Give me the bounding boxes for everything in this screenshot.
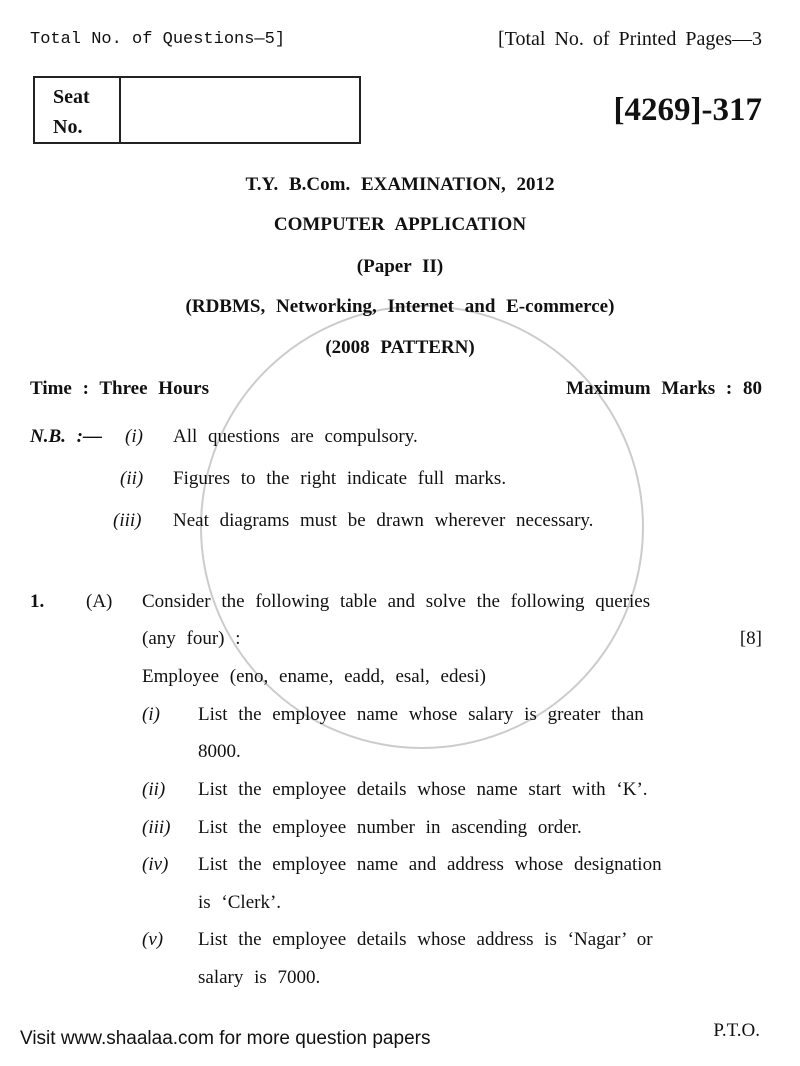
subject-title: COMPUTER APPLICATION [273,214,527,235]
footer-visit-link[interactable]: Visit www.shaalaa.com for more question papers [20,1028,431,1049]
query-item: List the employee name and address whose designation [198,854,662,875]
query-item: List the employee details whose name start with ‘K’. [198,779,648,800]
query-item: List the employee details whose address is ‘Nagar’ or [198,929,653,950]
seat-number-box [33,76,361,144]
paper-topics: (RDBMS, Networking, Internet and E-commerce) [185,296,615,317]
nb-item: All questions are compulsory. [173,426,418,447]
table-schema: Employee (eno, ename, eadd, esal, edesi) [142,666,486,687]
question-line: (any four) : [142,628,241,649]
time: Time : Three Hours [30,378,209,399]
question-part: (A) [86,591,113,612]
pattern: (2008 PATTERN) [325,337,475,358]
pto: P.T.O. [713,1020,760,1041]
item-num: (v) [142,929,164,950]
nb-num: (i) [125,426,143,447]
item-num: (ii) [142,779,166,800]
nb-item: Figures to the right indicate full marks. [173,468,507,489]
question-line: Consider the following table and solve the following queries [142,591,651,612]
total-questions: Total No. of Questions—5] [30,30,286,49]
item-num: (iii) [142,817,171,838]
max-marks: Maximum Marks : 80 [566,378,762,399]
item-num: (i) [142,704,160,725]
query-item: is ‘Clerk’. [198,892,282,913]
question-number: 1. [30,591,45,612]
exam-title: T.Y. B.Com. EXAMINATION, 2012 [245,174,555,195]
query-item: List the employee number in ascending order. [198,817,582,838]
query-item: List the employee name whose salary is greater than [198,704,644,725]
nb-num: (ii) [120,468,144,489]
paper-code: [4269]-317 [613,92,762,128]
nb-item: Neat diagrams must be drawn wherever necessary. [173,510,594,531]
query-item: salary is 7000. [198,967,321,988]
item-num: (iv) [142,854,169,875]
paper-number: (Paper II) [356,256,444,277]
seat-label-line2: No. [53,116,83,138]
seat-label-line1: Seat [53,86,90,108]
nb-num: (iii) [113,510,142,531]
seat-label [35,78,121,142]
total-pages: [Total No. of Printed Pages—3 [497,28,762,50]
query-item: 8000. [198,741,241,762]
nb-label: N.B. :— [30,426,102,447]
question-marks: [8] [739,628,762,649]
